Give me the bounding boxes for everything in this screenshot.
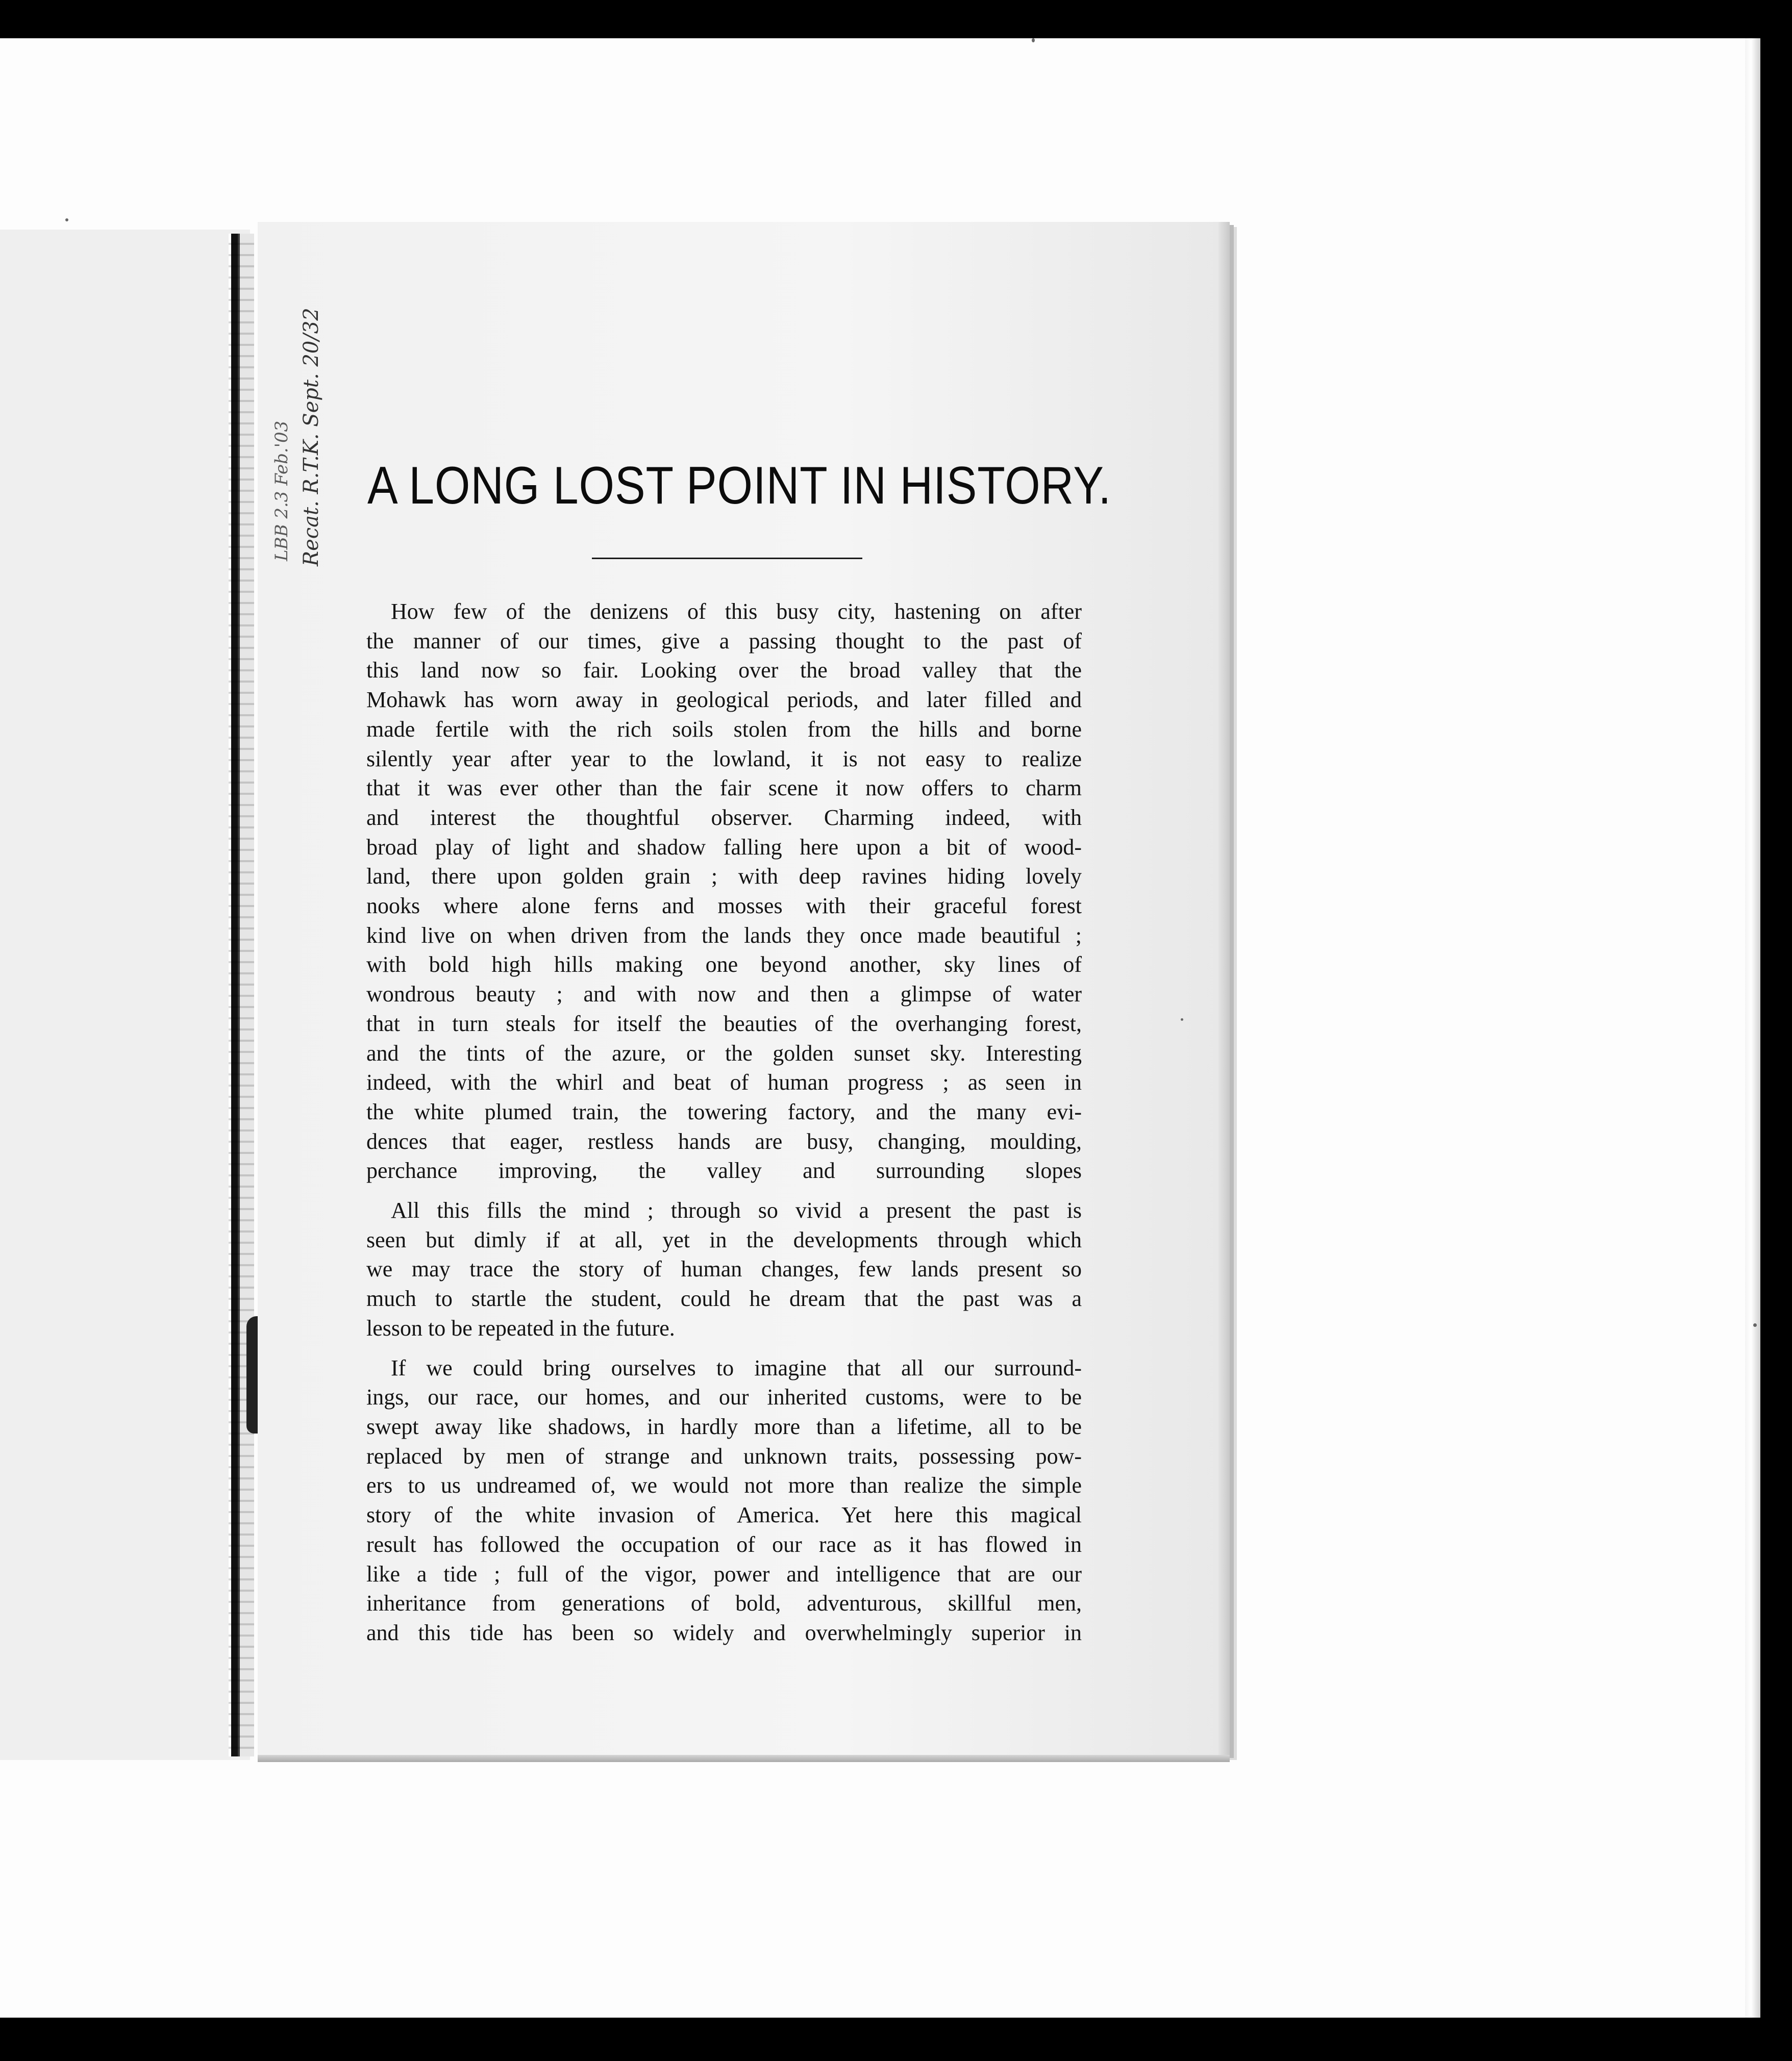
handwritten-catalog-note bbox=[258, 240, 339, 571]
scan-speck bbox=[1032, 38, 1035, 42]
text-line: that in turn steals for itself the beauties of the overhanging forest, bbox=[366, 1011, 1082, 1036]
text-line: perchance improving, the valley and surrounding slopes bbox=[366, 1158, 1082, 1184]
text-line: and the tints of the azure, or the golden sunset sky. Interesting bbox=[366, 1040, 1082, 1066]
scan-speck bbox=[65, 218, 68, 221]
text-line: much to startle the student, could he dream that the past was a bbox=[366, 1286, 1082, 1312]
text-line: like a tide ; full of the vigor, power and intelligence that are our bbox=[366, 1561, 1082, 1587]
text-line: we may trace the story of human changes, few lands present so bbox=[366, 1256, 1082, 1282]
scan-speck bbox=[1181, 1018, 1183, 1021]
text-line: and interest the thoughtful observer. Charming indeed, with bbox=[366, 805, 1082, 830]
text-line: made fertile with the rich soils stolen from the hills and borne bbox=[366, 716, 1082, 742]
text-line: Mohawk has worn away in geological periods, and later filled and bbox=[366, 687, 1082, 713]
text-line: the white plumed train, the towering factory, and the many evi- bbox=[366, 1099, 1082, 1124]
text-line: If we could bring ourselves to imagine that all our surround- bbox=[391, 1355, 1082, 1380]
text-line: broad play of light and shadow falling here upon a bit of wood- bbox=[366, 834, 1082, 860]
text-line: nooks where alone ferns and mosses with their graceful forest bbox=[366, 893, 1082, 919]
paragraph-2 bbox=[366, 1196, 1082, 1343]
text-line: All this fills the mind ; through so vivid a present the past is bbox=[391, 1198, 1082, 1223]
text-line: swept away like shadows, in hardly more than a lifetime, all to be bbox=[366, 1414, 1082, 1439]
text-line: silently year after year to the lowland, it is not easy to realize bbox=[366, 746, 1082, 771]
scan-speck bbox=[1753, 1323, 1757, 1327]
page-bottom-edge bbox=[258, 1755, 1230, 1762]
previous-page bbox=[0, 230, 250, 1760]
handwritten-note-drawing bbox=[258, 240, 339, 571]
paragraph-1 bbox=[366, 597, 1082, 1186]
text-line: How few of the denizens of this busy city, hastening on after bbox=[391, 599, 1082, 624]
mounting-sheet-edge bbox=[1745, 38, 1760, 2018]
page-title: A LONG LOST POINT IN HISTORY. bbox=[367, 456, 1112, 515]
binding-spine bbox=[229, 234, 254, 1756]
text-line: and this tide has been so widely and overwhelmingly superior in bbox=[366, 1620, 1082, 1645]
text-line: that it was ever other than the fair scene it now offers to charm bbox=[366, 775, 1082, 801]
text-line: story of the white invasion of America. Yet here this magical bbox=[366, 1502, 1082, 1528]
text-line: result has followed the occupation of our race as it has flowed in bbox=[366, 1531, 1082, 1557]
text-line: land, there upon golden grain ; with deep ravines hiding lovely bbox=[366, 864, 1082, 889]
text-line: wondrous beauty ; and with now and then a glimpse of water bbox=[366, 982, 1082, 1007]
text-line: lesson to be repeated in the future. bbox=[366, 1315, 675, 1341]
text-line: with bold high hills making one beyond another, sky lines of bbox=[366, 952, 1082, 977]
text-line: kind live on when driven from the lands they once made beautiful ; bbox=[366, 922, 1082, 948]
body-text bbox=[366, 597, 1082, 1648]
text-line: the manner of our times, give a passing thought to the past of bbox=[366, 628, 1082, 654]
text-line: dences that eager, restless hands are busy, changing, moulding, bbox=[366, 1128, 1082, 1154]
text-line: seen but dimly if at all, yet in the developments through which bbox=[366, 1227, 1082, 1252]
text-line: this land now so fair. Looking over the broad valley that the bbox=[366, 658, 1082, 683]
page-edge-shadow bbox=[1218, 222, 1230, 1755]
text-line: indeed, with the whirl and beat of human progress ; as seen in bbox=[366, 1070, 1082, 1095]
text-line: ers to us undreamed of, we would not more than realize the simple bbox=[366, 1473, 1082, 1498]
title-divider bbox=[592, 558, 862, 559]
handwritten-note-line-2: Recat. R.T.K. Sept. 20/32 bbox=[300, 308, 323, 566]
text-line: inheritance from generations of bold, adventurous, skillful men, bbox=[366, 1591, 1082, 1616]
text-line: ings, our race, our homes, and our inherited customs, were to be bbox=[366, 1385, 1082, 1410]
text-line: replaced by men of strange and unknown traits, possessing pow- bbox=[366, 1443, 1082, 1469]
handwritten-note-line-1: LBB 2.3 Feb.'03 bbox=[271, 420, 292, 561]
paragraph-3 bbox=[366, 1353, 1082, 1648]
